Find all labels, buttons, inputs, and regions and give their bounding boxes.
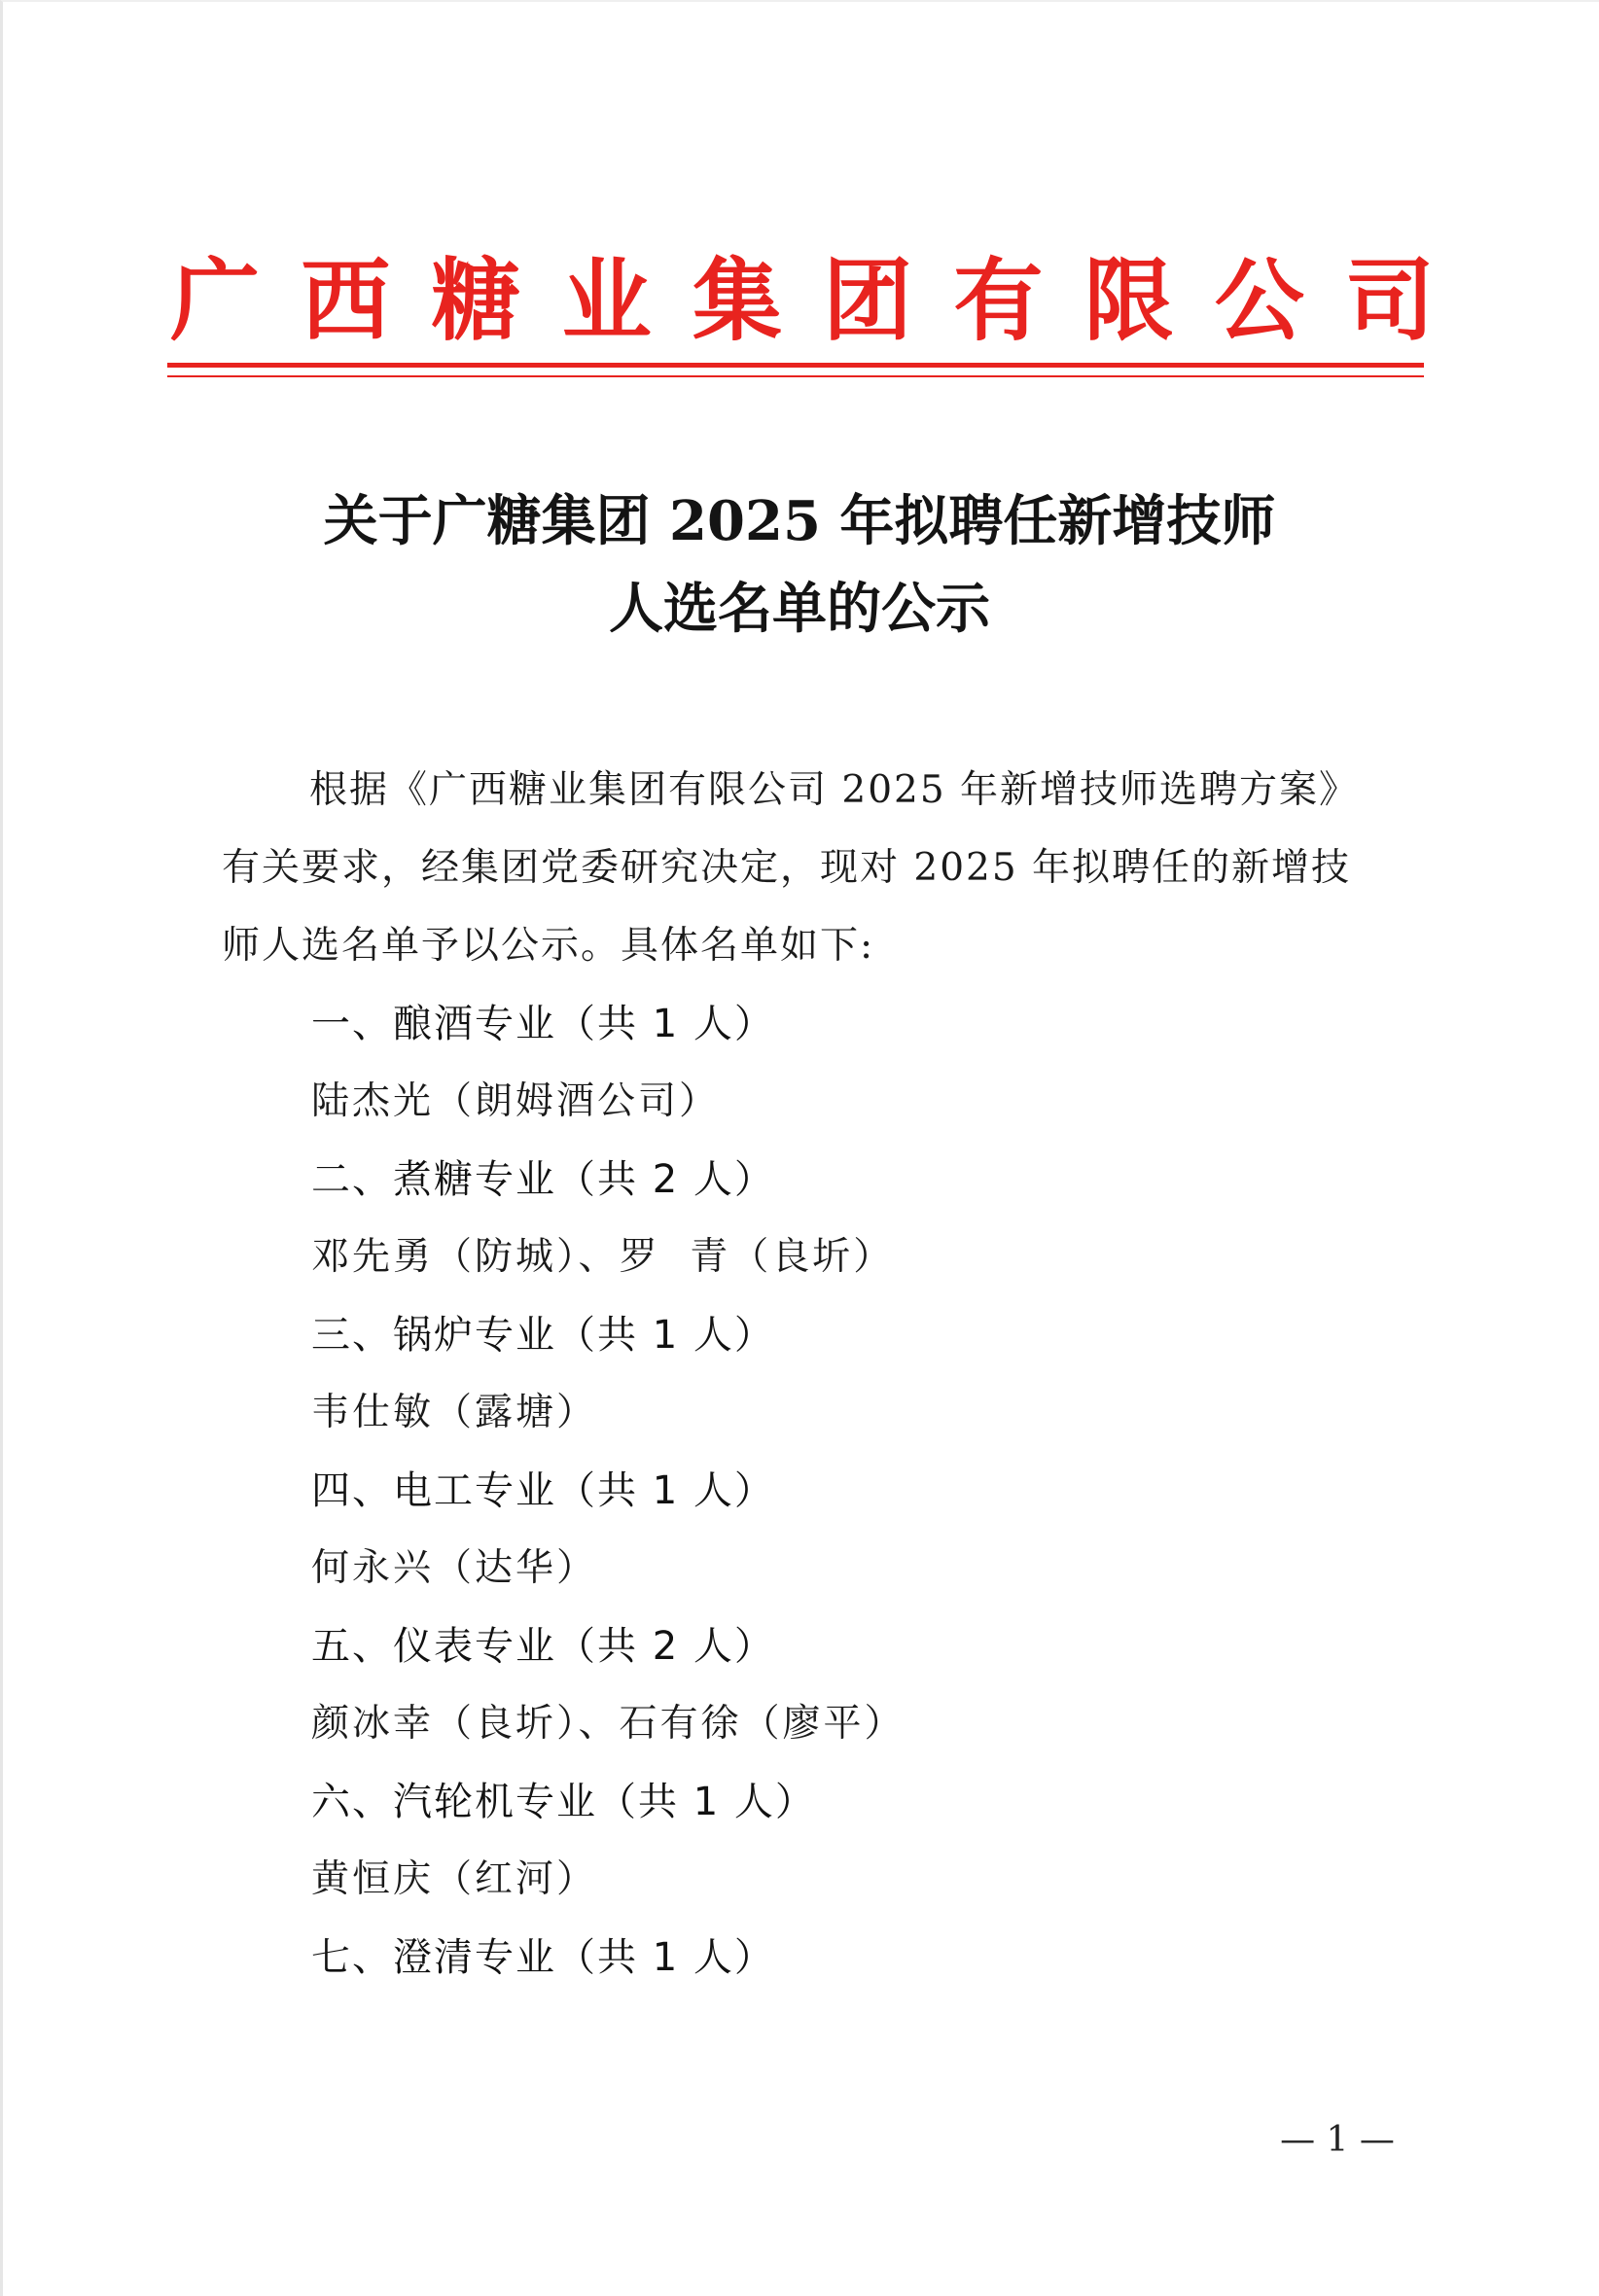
letterhead-char: 西 xyxy=(301,249,391,353)
document-title-line-2: 人选名单的公示 xyxy=(609,577,990,641)
letterhead-char: 业 xyxy=(561,249,652,353)
page-number: — 1 — xyxy=(1280,2120,1395,2160)
letterhead-char: 糖 xyxy=(431,249,521,353)
letterhead-rule-thin xyxy=(167,375,1424,377)
section-names: 韦仕敏（露塘） xyxy=(311,1391,598,1434)
section-heading: 七、澄清专业（共 1 人） xyxy=(311,1935,775,1980)
section-names: 何永兴（达华） xyxy=(311,1546,598,1590)
letterhead-char: 集 xyxy=(692,249,782,353)
section-heading: 四、电工专业（共 1 人） xyxy=(311,1468,775,1513)
section-heading: 五、仪表专业（共 2 人） xyxy=(311,1624,775,1669)
intro-line-1: 根据《广西糖业集团有限公司 2025 年新增技师选聘方案》 xyxy=(309,768,1360,812)
section-heading: 一、酿酒专业（共 1 人） xyxy=(311,1002,775,1046)
section-heading: 二、煮糖专业（共 2 人） xyxy=(311,1157,775,1202)
section-names: 邓先勇（防城）、罗 青（良圻） xyxy=(311,1235,895,1279)
letterhead-char: 广 xyxy=(170,249,261,353)
intro-line-3: 师人选名单予以公示。具体名单如下: xyxy=(222,924,875,968)
letterhead-char: 公 xyxy=(1214,249,1304,353)
letterhead-rule-thick xyxy=(167,363,1424,368)
letterhead-char: 团 xyxy=(823,249,913,353)
letterhead-char: 有 xyxy=(953,249,1044,353)
section-heading: 六、汽轮机专业（共 1 人） xyxy=(311,1780,816,1824)
document-title-line-1: 关于广糖集团 2025 年拟聘任新增技师 xyxy=(323,489,1276,553)
letterhead-char: 司 xyxy=(1344,249,1435,353)
intro-line-2: 有关要求，经集团党委研究决定，现对 2025 年拟聘任的新增技 xyxy=(222,846,1352,890)
section-names: 颜冰幸（良圻）、石有徐（廖平） xyxy=(311,1702,906,1746)
section-names: 黄恒庆（红河） xyxy=(311,1857,598,1901)
section-names: 陆杰光（朗姆酒公司） xyxy=(311,1079,721,1123)
letterhead-char: 限 xyxy=(1084,249,1174,353)
letterhead-title xyxy=(170,229,1435,374)
section-heading: 三、锅炉专业（共 1 人） xyxy=(311,1313,775,1358)
letterhead xyxy=(170,229,1435,374)
